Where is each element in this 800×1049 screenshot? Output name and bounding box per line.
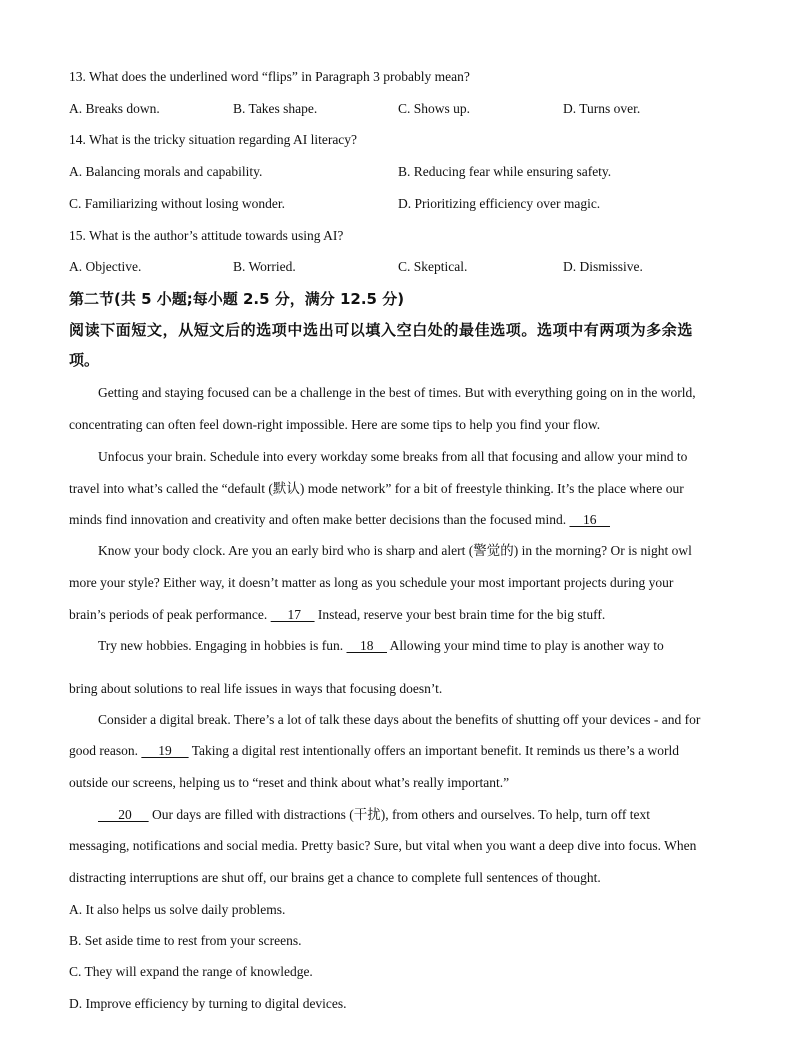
passage-p3-line2: more your style? Either way, it doesn’t matter as long as you schedule your most important projects during your (69, 575, 674, 590)
question-13-stem: 13. What does the underlined word “flips” in Paragraph 3 probably mean? (69, 69, 470, 84)
passage-p5-line2-text-a: good reason. (69, 743, 138, 758)
choice-b: B. Set aside time to rest from your screens. (69, 933, 302, 948)
blank-20[interactable]: 20 (98, 807, 149, 822)
blank-19[interactable]: 19 (141, 743, 189, 758)
passage-p1-line2: concentrating can often feel down-right impossible. Here are some tips to help you find your flow. (69, 417, 601, 432)
blank-17[interactable]: 17 (270, 607, 315, 622)
blank-18[interactable]: 18 (346, 638, 387, 653)
q15-option-b: B. Worried. (233, 259, 296, 274)
q13-option-a: A. Breaks down. (69, 101, 160, 116)
passage-p3-line3-text-a: brain’s periods of peak performance. (69, 607, 268, 622)
passage-p3-line1: Know your body clock. Are you an early bird who is sharp and alert (警觉的) in the morning? Or is night owl (98, 543, 692, 558)
choice-d: D. Improve efficiency by turning to digital devices. (69, 996, 347, 1011)
passage-p2-line3-text: minds find innovation and creativity and often make better decisions than the focused mind. (69, 512, 567, 527)
q13-option-c: C. Shows up. (398, 101, 471, 116)
passage-p5-line2 (69, 742, 679, 760)
passage-p6-line3: distracting interruptions are shut off, our brains get a chance to complete full sentences of thought. (69, 870, 601, 885)
q14-option-a: A. Balancing morals and capability. (69, 164, 263, 179)
q13-option-d: D. Turns over. (563, 101, 641, 116)
q14-option-b: B. Reducing fear while ensuring safety. (398, 164, 612, 179)
question-15-stem: 15. What is the author’s attitude towards using AI? (69, 228, 344, 243)
choice-c: C. They will expand the range of knowledge. (69, 964, 313, 979)
q15-option-d: D. Dismissive. (563, 259, 643, 274)
q15-option-a: A. Objective. (69, 259, 142, 274)
q13-option-b: B. Takes shape. (233, 101, 318, 116)
passage-p4-line2: bring about solutions to real life issues in ways that focusing doesn’t. (69, 681, 443, 696)
passage-p4-line1-text-a: Try new hobbies. Engaging in hobbies is fun. (98, 638, 344, 653)
passage-p5-line3: outside our screens, helping us to “reset and think about what’s really important.” (69, 775, 510, 790)
passage-p6-line2: messaging, notifications and social media. Pretty basic? Sure, but vital when you want a deep dive into focus. When (69, 838, 697, 853)
question-14-stem: 14. What is the tricky situation regarding AI literacy? (69, 132, 358, 147)
passage-p4-line1-text-b: Allowing your mind time to play is another way to (389, 638, 664, 653)
passage-p6-line1-text: Our days are filled with distractions (干扰), from others and ourselves. To help, turn off text (152, 807, 650, 822)
section-heading: 第二节(共 5 小题;每小题 2.5 分，满分 12.5 分) (69, 290, 405, 308)
passage-p3-line3 (69, 606, 605, 624)
passage-p6-line1 (98, 806, 650, 824)
q14-option-c: C. Familiarizing without losing wonder. (69, 196, 285, 211)
passage-p2-line2: travel into what’s called the “default (默认) mode network” for a bit of freestyle thinking. It’s the place where our (69, 481, 684, 496)
passage-p2-line1: Unfocus your brain. Schedule into every workday some breaks from all that focusing and allow your mind to (98, 449, 688, 464)
passage-p4-line1 (98, 637, 664, 655)
passage-p5-line1: Consider a digital break. There’s a lot of talk these days about the benefits of shutting off your devices - and for (98, 712, 701, 727)
passage-p1-line1: Getting and staying focused can be a challenge in the best of times. But with everything going on in the world, (98, 385, 696, 400)
section-instruction-line1: 阅读下面短文，从短文后的选项中选出可以填入空白处的最佳选项。选项中有两项为多余选 (69, 321, 694, 339)
choice-a: A. It also helps us solve daily problems. (69, 902, 286, 917)
section-instruction-line2: 项。 (69, 351, 100, 369)
passage-p2-line3 (69, 511, 610, 529)
passage-p5-line2-text-b: Taking a digital rest intentionally offers an important benefit. It reminds us there’s a world (191, 743, 680, 758)
passage-p3-line3-text-b: Instead, reserve your best brain time for the big stuff. (317, 607, 606, 622)
q15-option-c: C. Skeptical. (398, 259, 468, 274)
q14-option-d: D. Prioritizing efficiency over magic. (398, 196, 601, 211)
blank-16[interactable]: 16 (569, 512, 610, 527)
